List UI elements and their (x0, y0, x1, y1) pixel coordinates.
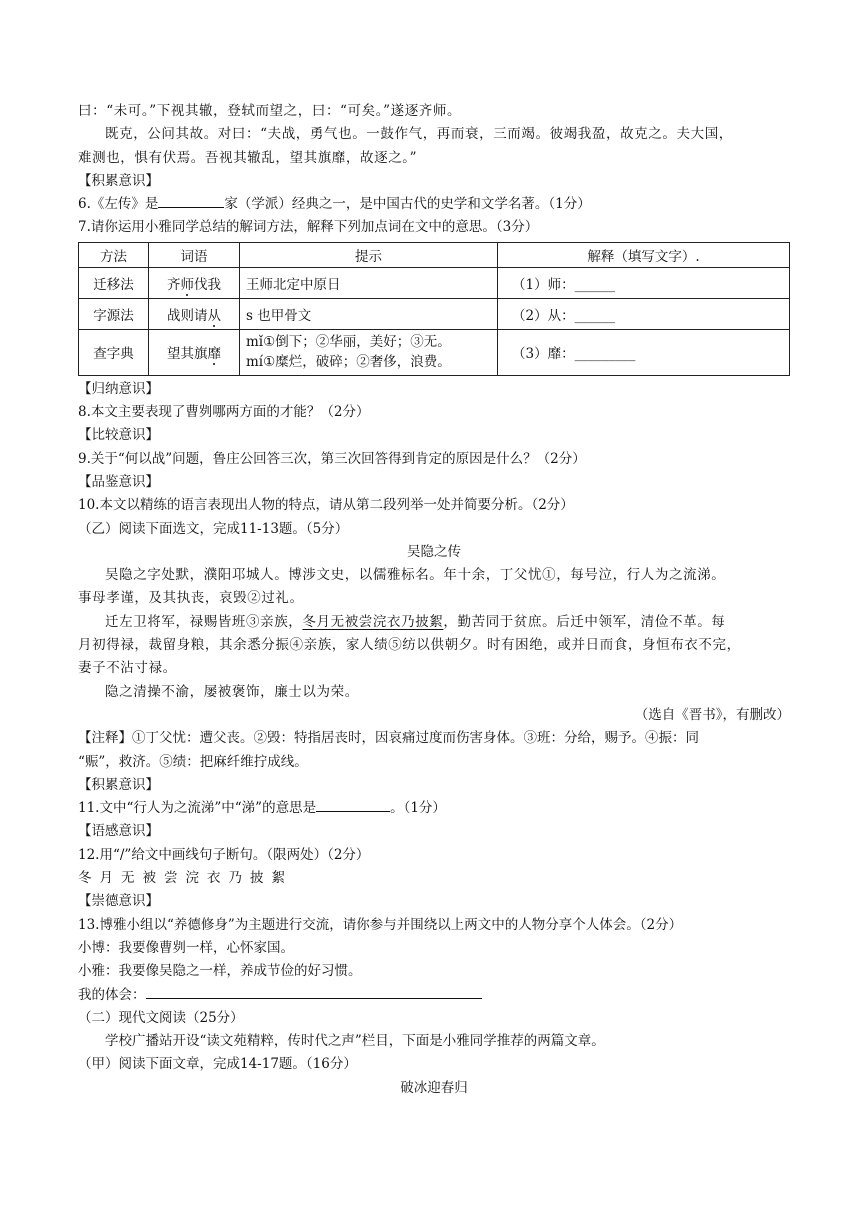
question-9: 9.关于“何以战”问题，鲁庄公回答三次，第三次回答得到肯定的原因是什么？（2分） (78, 450, 586, 467)
section-heading: 【归纳意识】 (78, 380, 159, 397)
question-13: 13.博雅小组以“养德修身”为主题进行交流，请你参与并围绕以上两文中的人物分享个人体会。（2分） (78, 916, 683, 933)
table-cell-answer[interactable]: （2）从：______ (498, 298, 790, 329)
underlined-sentence: 冬月无被尝浣衣乃披絮 (302, 613, 444, 630)
table-header: 词语 (149, 242, 240, 267)
passage-line: 吴隐之字处默，濮阳邛城人。博涉文史，以儒雅标名。年十余，丁父忧①，每号泣，行人为之流涕。 (105, 567, 726, 584)
question-10: 10.本文以精练的语言表现出人物的特点，请从第二段列举一处并简要分析。（2分） (78, 497, 574, 514)
passage-line: 事母孝谨，及其执丧，哀毁②过礼。 (78, 590, 304, 607)
dialogue-line: 小博：我要像曹刿一样，心怀家国。 (78, 939, 294, 956)
question-8: 8.本文主要表现了曹刿哪两方面的才能？（2分） (78, 404, 370, 421)
answer-blank[interactable] (158, 193, 224, 208)
passage-title: 吴隐之传 (407, 543, 461, 560)
table-cell-hint: mǐ①倒下；②华丽，美好；③无。 mí①糜烂，破碎；②奢侈，浪费。 (240, 329, 498, 375)
table-cell-hint: 王师北定中原日 (240, 267, 498, 298)
passage-line: 月初得禄，裁留身粮，其余悉分振④亲族，家人绩⑤纺以供朝夕。时有困绝，或并日而食，身恒布衣不完， (78, 637, 741, 654)
passage-line: 妻子不沾寸禄。 (78, 660, 177, 677)
exam-page (78, 100, 790, 1100)
passage-source: （选自《晋书》，有删改） (634, 706, 790, 723)
table-cell-answer[interactable]: （1）师：______ (498, 267, 790, 298)
answer-blank[interactable] (316, 797, 390, 812)
dialogue-line: 小雅：我要像吴隐之一样，养成节俭的好习惯。 (78, 963, 362, 980)
section-heading: 【积累意识】 (78, 172, 159, 189)
passage-line: 既克，公问其故。对曰：“夫战，勇气也。一鼓作气，再而衰，三而竭。彼竭我盈，故克之。夫大国， (105, 126, 733, 143)
passage-intro: （甲）阅读下面文章，完成14-17题。（16分） (78, 1056, 357, 1073)
table-cell-word: 齐师伐我 (149, 267, 240, 298)
my-experience: 我的体会： (78, 984, 790, 1007)
passage-line: 迁左卫将军，禄赐皆班③亲族，冬月无被尝浣衣乃披絮，勤苦同于贫庶。后迁中领军，清俭不革。每 (105, 613, 726, 630)
table-cell-word: 望其旗靡 (149, 329, 240, 375)
table-header: 方法 (79, 242, 149, 267)
passage-title: 破冰迎春归 (400, 1079, 468, 1096)
annotation: “赈”，救济。⑤绩：把麻纤维拧成线。 (78, 753, 308, 770)
table-cell-method: 字源法 (79, 298, 149, 329)
table-cell-word: 战则请从 (149, 298, 240, 329)
word-method-table (78, 242, 790, 376)
table-cell-answer[interactable]: （3）靡：_________ (498, 329, 790, 375)
table-cell-method: 迁移法 (79, 267, 149, 298)
passage-line: 难测也，惧有伏焉。吾视其辙乱，望其旗靡，故逐之。” (78, 149, 418, 166)
passage-line: 隐之清操不渝，屡被褒饰，廉士以为荣。 (105, 683, 359, 700)
annotation: 【注释】①丁父忧：遭父丧。②毁：特指居丧时，因哀痛过度而伤害身体。③班：分给，赐予。④振：同 (78, 730, 699, 747)
section-heading: 【崇德意识】 (78, 893, 159, 910)
section-heading: （二）现代文阅读（25分） (78, 1009, 244, 1026)
table-header: 解释（填写文字）. (498, 242, 790, 267)
question-12: 12.用“/”给文中画线句子断句。（限两处）（2分） (78, 846, 370, 863)
section-heading: 【积累意识】 (78, 776, 159, 793)
passage-intro: （乙）阅读下面选文，完成11-13题。（5分） (78, 520, 349, 537)
question-7: 7.请你运用小雅同学总结的解词方法，解释下列加点词在文中的意思。（3分） (78, 219, 539, 236)
section-heading: 【品鉴意识】 (78, 473, 159, 490)
table-header: 提示 (240, 242, 498, 267)
section-intro: 学校广播站开设“读文苑精粹，传时代之声”栏目，下面是小雅同学推荐的两篇文章。 (105, 1033, 605, 1050)
answer-blank[interactable] (146, 984, 482, 999)
section-heading: 【比较意识】 (78, 427, 159, 444)
table-cell-method: 查字典 (79, 329, 149, 375)
question-6: 6.《左传》是 家（学派）经典之一，是中国古代的史学和文学名著。（1分） (78, 193, 790, 216)
question-11: 11.文中“行人为之流涕”中“涕”的意思是 。（1分） (78, 797, 790, 820)
passage-line: 曰：“未可。”下视其辙，登轼而望之，曰：“可矣。”遂逐齐师。 (78, 103, 462, 119)
section-heading: 【语感意识】 (78, 823, 159, 840)
sentence-to-split[interactable]: 冬月无被尝浣衣乃披絮 (78, 870, 293, 887)
table-cell-hint: s 也甲骨文 (240, 298, 498, 329)
